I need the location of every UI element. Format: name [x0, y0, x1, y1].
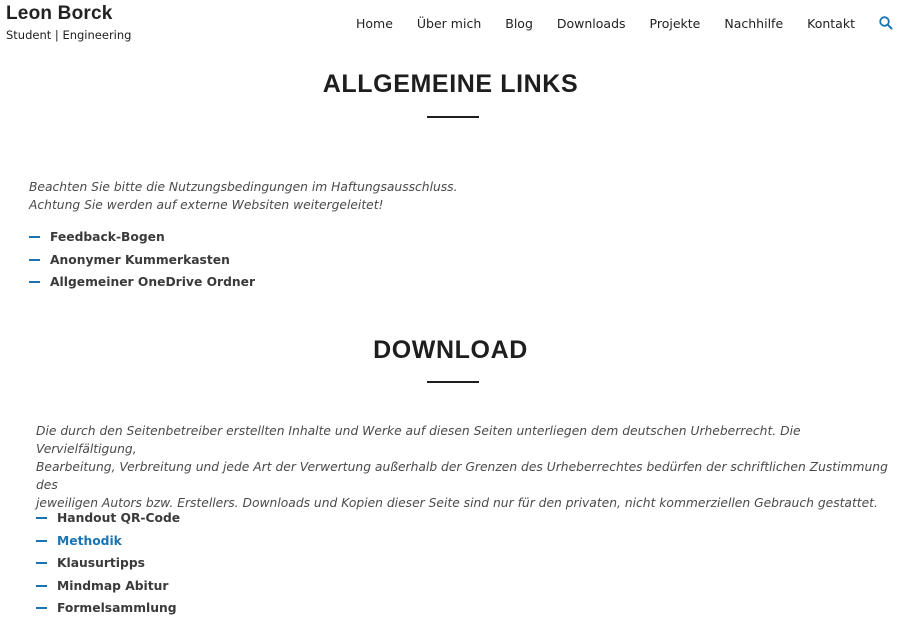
link-klausurtipps[interactable]: Klausurtipps [57, 556, 145, 571]
dash-bullet-icon [36, 540, 47, 542]
list-item [36, 507, 180, 530]
dash-bullet-icon [36, 562, 47, 564]
links-notice [29, 178, 458, 214]
link-methodik[interactable]: Methodik [57, 533, 122, 548]
list-item [36, 575, 180, 598]
nav-nachhilfe[interactable]: Nachhilfe [724, 16, 784, 31]
links-section-title: ALLGEMEINE LINKS [322, 70, 579, 98]
main-nav [356, 16, 855, 31]
link-formelsammlung[interactable]: Formelsammlung [57, 601, 177, 616]
list-item [29, 226, 255, 249]
list-item [36, 597, 180, 620]
download-notice-line-3: jeweiligen Autors bzw. Erstellers. Downloads und Kopien dieser Seite sind nur für den privaten, nicht kommerziellen Gebrauch gestattet. [36, 496, 878, 510]
dash-bullet-icon [36, 607, 47, 609]
link-feedback-bogen[interactable]: Feedback-Bogen [50, 230, 165, 245]
list-item [29, 249, 255, 272]
nav-projekte[interactable]: Projekte [649, 16, 701, 31]
links-notice-line-1: Beachten Sie bitte die Nutzungsbedingungen im Haftungsausschluss. [29, 180, 458, 194]
link-onedrive-ordner[interactable]: Allgemeiner OneDrive Ordner [50, 275, 256, 290]
download-notice-line-2: Bearbeitung, Verbreitung und jede Art der Verwertung außerhalb der Grenzen des Urheberrechtes bedürfen der schriftlichen Zustimmung des [36, 460, 888, 492]
site-title[interactable]: Leon Borck [6, 3, 113, 24]
download-notice [36, 422, 901, 512]
links-title-divider [427, 116, 479, 118]
site-tagline: Student | Engineering [6, 28, 132, 42]
nav-blog[interactable]: Blog [505, 16, 533, 31]
dash-bullet-icon [29, 281, 40, 283]
list-item [29, 271, 255, 294]
link-kummerkasten[interactable]: Anonymer Kummerkasten [50, 252, 230, 267]
link-handout-qr-code[interactable]: Handout QR-Code [57, 511, 181, 526]
links-list [29, 226, 255, 294]
dash-bullet-icon [29, 259, 40, 261]
nav-downloads[interactable]: Downloads [556, 16, 626, 31]
download-section-title: DOWNLOAD [373, 336, 528, 364]
list-item [36, 552, 180, 575]
nav-kontakt[interactable]: Kontakt [807, 16, 855, 31]
list-item [36, 530, 180, 553]
link-mindmap-abitur[interactable]: Mindmap Abitur [57, 578, 169, 593]
nav-home[interactable]: Home [355, 16, 393, 31]
download-list [36, 507, 180, 620]
nav-ueber-mich[interactable]: Über mich [416, 16, 482, 31]
dash-bullet-icon [36, 517, 47, 519]
dash-bullet-icon [36, 585, 47, 587]
download-title-divider [427, 381, 479, 383]
links-notice-line-2: Achtung Sie werden auf externe Websiten weitergeleitet! [29, 198, 384, 212]
download-notice-line-1: Die durch den Seitenbetreiber erstellten Inhalte und Werke auf diesen Seiten unterliegen dem deutschen Urheberrecht. Die Vervielfältigung, [36, 424, 801, 456]
search-icon[interactable] [878, 15, 894, 31]
dash-bullet-icon [29, 236, 40, 238]
